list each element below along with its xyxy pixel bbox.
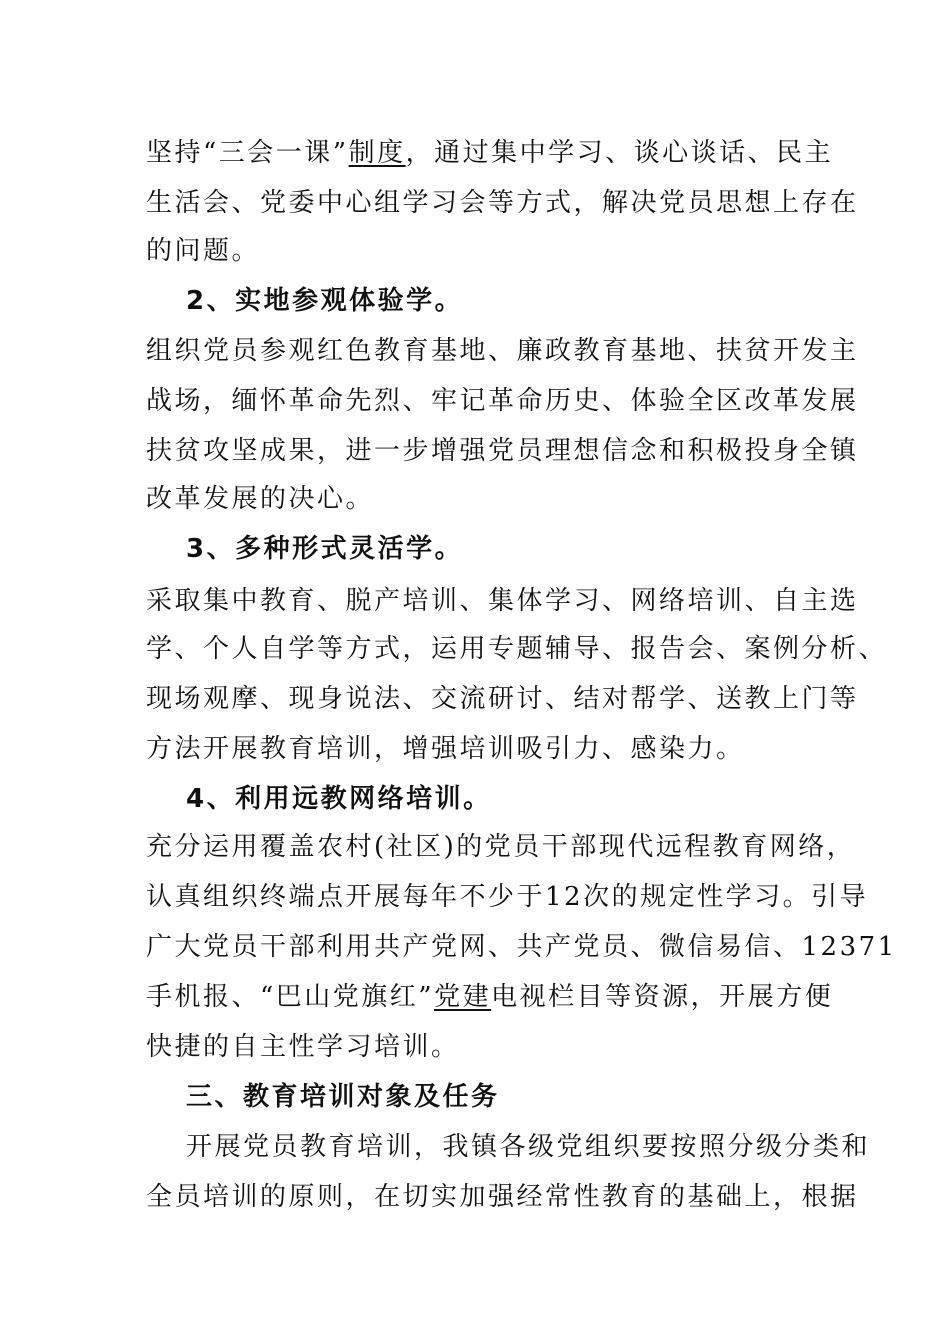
- section-heading: 4、利用远教网络培训。: [186, 784, 492, 814]
- section-heading: 三、教育培训对象及任务: [186, 1082, 500, 1112]
- text-line: 的问题。: [146, 236, 261, 266]
- text-line: 组织党员参观红色教育基地、廉政教育基地、扶贫开发主: [146, 336, 859, 366]
- text-span: 手机报、“巴山党旗红”: [146, 982, 435, 1012]
- underlined-text: 制度: [348, 138, 406, 168]
- text-line: 现场观摩、现身说法、交流研讨、结对帮学、送教上门等: [146, 684, 859, 714]
- text-line: [146, 138, 833, 168]
- text-line: 快捷的自主性学习培训。: [146, 1032, 460, 1062]
- text-line: 方法开展教育培训，增强培训吸引力、感染力。: [146, 734, 745, 764]
- text-line: 认真组织终端点开展每年不少于12次的规定性学习。引导: [146, 882, 869, 912]
- text-line: 学、个人自学等方式，运用专题辅导、报告会、案例分析、: [146, 634, 888, 664]
- text-line: 生活会、党委中心组学习会等方式，解决党员思想上存在: [146, 188, 859, 218]
- text-line: 战场，缅怀革命先烈、牢记革命历史、体验全区改革发展: [146, 386, 859, 416]
- text-line: 广大党员干部利用共产党网、共产党员、微信易信、12371: [146, 932, 897, 962]
- text-span: ，通过集中学习、谈心谈话、民主: [405, 138, 834, 168]
- text-line: 开展党员教育培训，我镇各级党组织要按照分级分类和: [186, 1132, 871, 1162]
- text-line: [146, 982, 833, 1012]
- text-line: 充分运用覆盖农村(社区)的党员干部现代远程教育网络，: [146, 832, 856, 862]
- text-line: 扶贫攻坚成果，进一步增强党员理想信念和积极投身全镇: [146, 436, 859, 466]
- underlined-text: 党建: [434, 982, 492, 1012]
- section-heading: 3、多种形式灵活学。: [186, 534, 464, 564]
- text-span: 电视栏目等资源，开展方便: [491, 982, 834, 1012]
- text-span: 坚持“三会一课”: [146, 138, 349, 168]
- text-line: 改革发展的决心。: [146, 484, 375, 514]
- text-line: 全员培训的原则，在切实加强经常性教育的基础上，根据: [146, 1182, 859, 1212]
- section-heading: 2、实地参观体验学。: [186, 286, 464, 316]
- text-line: 采取集中教育、脱产培训、集体学习、网络培训、自主选: [146, 586, 859, 616]
